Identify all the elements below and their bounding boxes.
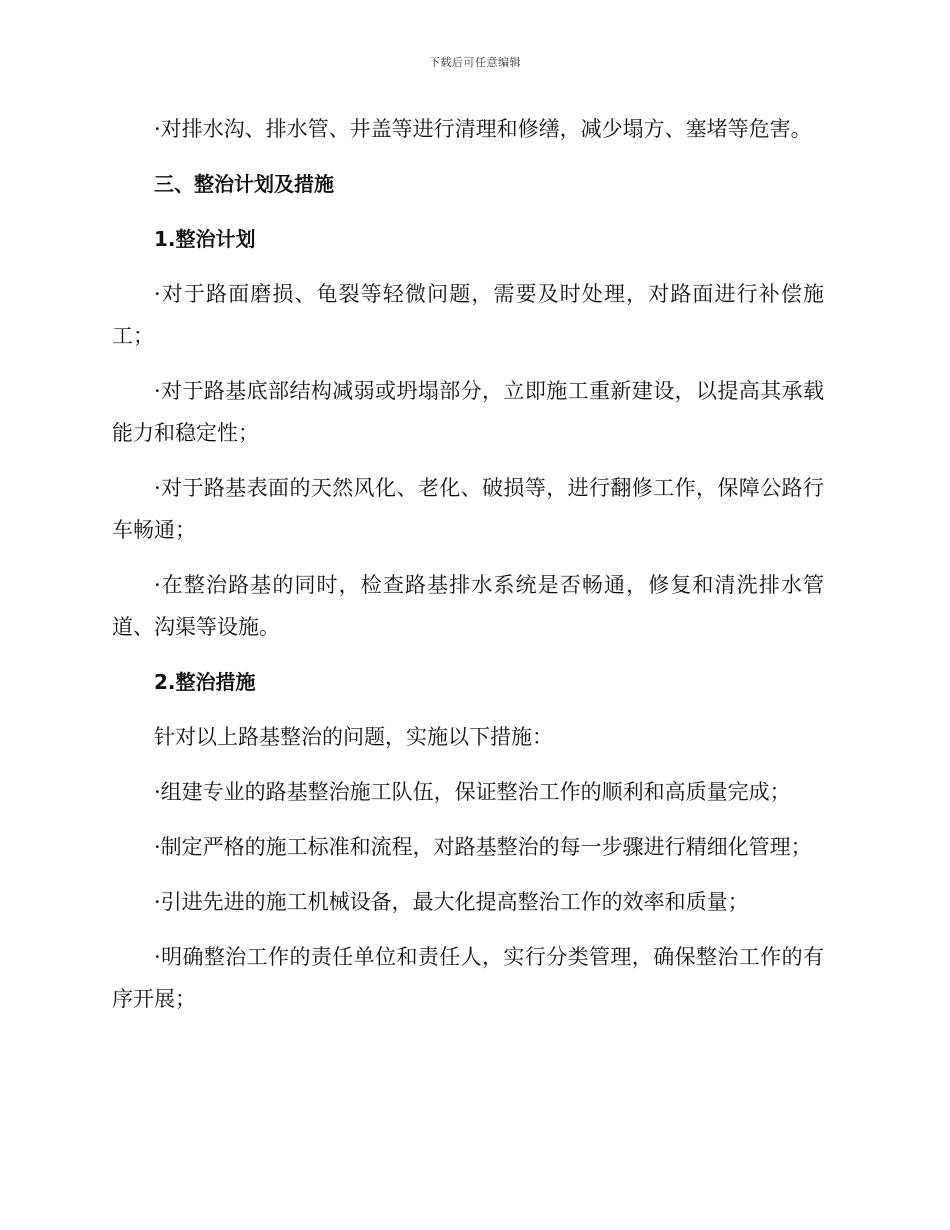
bullet-paragraph: ·对于路面磨损、龟裂等轻微问题，需要及时处理，对路面进行补偿施工； — [112, 282, 824, 348]
bullet-paragraph: ·在整治路基的同时，检查路基排水系统是否畅通，修复和清洗排水管道、沟渠等设施。 — [112, 573, 824, 639]
page-header: 下载后可任意编辑 — [429, 56, 521, 69]
bullet-paragraph: ·对于路基表面的天然风化、老化、破损等，进行翻修工作，保障公路行车畅通； — [112, 476, 824, 542]
section-heading: 三、整治计划及措施 — [154, 172, 334, 196]
subsection-heading: 2.整治措施 — [154, 670, 256, 694]
bullet-paragraph: ·引进先进的施工机械设备，最大化提高整治工作的效率和质量； — [154, 890, 749, 914]
bullet-paragraph: ·对排水沟、排水管、井盖等进行清理和修缮，减少塌方、塞堵等危害。 — [154, 117, 812, 141]
bullet-paragraph: ·对于路基底部结构减弱或坍塌部分，立即施工重新建设，以提高其承载能力和稳定性； — [112, 379, 824, 445]
document-body — [112, 108, 824, 1033]
intro-paragraph: 针对以上路基整治的问题，实施以下措施： — [154, 725, 553, 749]
subsection-heading: 1.整治计划 — [154, 227, 256, 251]
bullet-paragraph: ·明确整治工作的责任单位和责任人，实行分类管理，确保整治工作的有序开展； — [112, 945, 824, 1011]
bullet-paragraph: ·组建专业的路基整治施工队伍，保证整治工作的顺利和高质量完成； — [154, 780, 791, 804]
bullet-paragraph: ·制定严格的施工标准和流程，对路基整治的每一步骤进行精细化管理； — [154, 835, 812, 859]
